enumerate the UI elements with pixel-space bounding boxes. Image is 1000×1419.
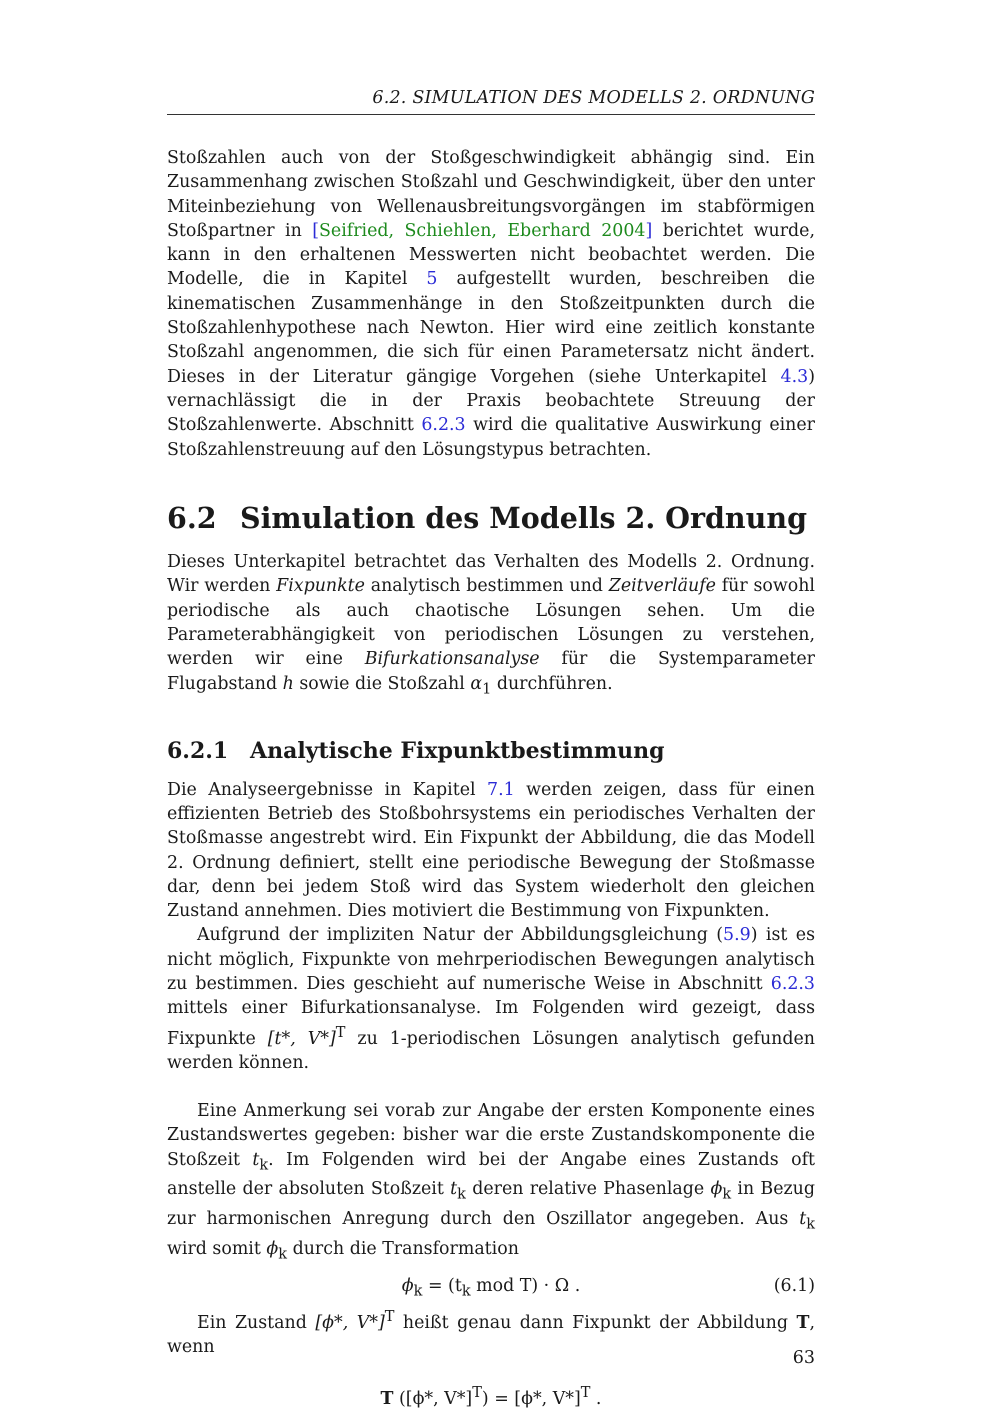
section-title: Simulation des Modells 2. Ordnung [240,500,808,535]
equation-6-1 [167,1269,815,1303]
equation-ref-link[interactable]: 5.9 [723,925,751,946]
section-heading [167,500,815,535]
citation-bracket-open: [ [312,220,319,241]
equation-body: $\phi_k = (t_k$ mod T) · Ω . [401,1275,581,1300]
equation-fixpoint-condition: T ([ϕ*, V*]$^T$) = [ϕ*, V*]$^T$ . [380,1385,602,1409]
math-alpha: α [470,673,483,694]
subsection-heading [167,739,815,763]
subsection-number: 6.2.1 [167,738,229,765]
term-fixpunkte: Fixpunkte [276,576,365,597]
header-rule [167,114,815,115]
term-bifurkationsanalyse: Bifurkationsanalyse [364,649,540,670]
section-intro-paragraph: Dieses Unterkapitel betrachtet das Verhalten des Modells 2. Ordnung. Wir werden Fixpunkte analytisch bestimmen und Zeitverläufe für sowohl periodische als auch chaotische Lösungen sehen. Um die Parameterabhängigkeit von periodischen Lösungen zu verstehen, werden wir eine Bifurkationsanalyse für die Systemparameter Flugabstand h sowie die Stoßzahl $\alpha_1$ durchführen. [167,552,815,698]
chapter-ref-link[interactable]: 5 [426,269,438,290]
section-number: 6.2 [167,500,217,535]
paragraph: Die Analyseergebnisse in Kapitel 7.1 werden zeigen, dass für einen effizienten Betrieb des Stoßbohrsystems ein periodisches Verhalten der Stoßmasse angestrebt wird. Ein Fixpunkt der Abbildung, die das Modell 2. Ordnung definiert, stellt eine periodische Bewegung der Stoßmasse dar, denn bei jedem Stoß wird das System wiederholt den gleichen Zustand annehmen. Dies motiviert die Bestimmung von Fixpunkten. [167,779,815,922]
citation-bracket-close: ] [645,220,653,241]
page-body [167,146,815,1413]
math-h: h [282,673,294,694]
chapter-ref-link[interactable]: 7.1 [487,779,515,800]
equation-number: (6.1) [773,1275,815,1296]
paragraph: Eine Anmerkung sei vorab zur Angabe der ersten Komponente eines Zustandswertes gegeben: bisher war die erste Zustandskomponente die Stoßzeit $t_k$. Im Folgenden wird bei der Angabe eines Zustands oft anstelle der absoluten Stoßzeit $t_k$ deren relative Phasenlage $\phi_k$ in Bezug zur harmonischen Anregung durch den Oszillator angegeben. Aus $t_k$ wird somit $\phi_k$ durch die Transformation [167,1101,816,1263]
paragraph: Ein Zustand [ϕ*, V*]$^T$ heißt genau dann Fixpunkt der Abbildung T, wenn [167,1308,815,1357]
subsection-title: Analytische Fixpunktbestimmung [250,738,665,765]
subsection-ref-link[interactable]: 6.2.3 [770,974,815,995]
paragraph-gap [167,1075,815,1099]
running-header: 6.2. SIMULATION DES MODELLS 2. ORDNUNG [372,88,815,108]
page-number: 63 [792,1348,815,1368]
math-map-T: T [796,1312,810,1333]
subsection-ref-link[interactable]: 6.2.3 [421,415,466,436]
math-state: [ϕ*, V*] [315,1312,385,1333]
term-zeitverlaeufe: Zeitverläufe [608,576,716,597]
citation-link[interactable]: Seifried, Schiehlen, Eberhard 2004 [319,220,646,241]
paragraph: Aufgrund der impliziten Natur der Abbildungsgleichung (5.9) ist es nicht möglich, Fixpunkte von mehrperiodischen Bewegungen analytisch zu bestimmen. Dies geschieht auf numerische Weise in Abschnitt 6.2.3 mittels einer Bifurkationsanalyse. Im Folgenden wird gezeigt, dass Fixpunkte [t*, V*]$^T$ zu 1-periodischen Lösungen analytisch gefunden werden können. [167,925,815,1073]
math-fixpoint: [t*, V*] [267,1028,336,1049]
paragraph-continued: Stoßzahlen auch von der Stoßgeschwindigkeit abhängig sind. Ein Zusammenhang zwischen Stoßzahl und Geschwindigkeit, über den unter Miteinbeziehung von Wellenausbreitungsvorgängen im stabförmigen Stoßpartner in [Seifried, Schiehlen, Eberhard 2004] berichtet wurde, kann in den erhaltenen Messwerten nicht beobachtet werden. Die Modelle, die in Kapitel 5 aufgestellt wurden, beschreiben die kinematischen Zusammenhänge in den Stoßzeitpunkten durch die Stoßzahlenhypothese nach Newton. Hier wird eine zeitlich konstante Stoßzahl angenommen, die sich für einen Parametersatz nicht ändert. Dieses in der Literatur gängige Vorgehen (siehe Unterkapitel 4.3) vernachlässigt die in der Praxis beobachtete Streuung der Stoßzahlenwerte. Abschnitt 6.2.3 wird die qualitative Auswirkung einer Stoßzahlenstreuung auf den Lösungstypus betrachten. [167,148,815,460]
section-ref-link[interactable]: 4.3 [780,366,809,387]
